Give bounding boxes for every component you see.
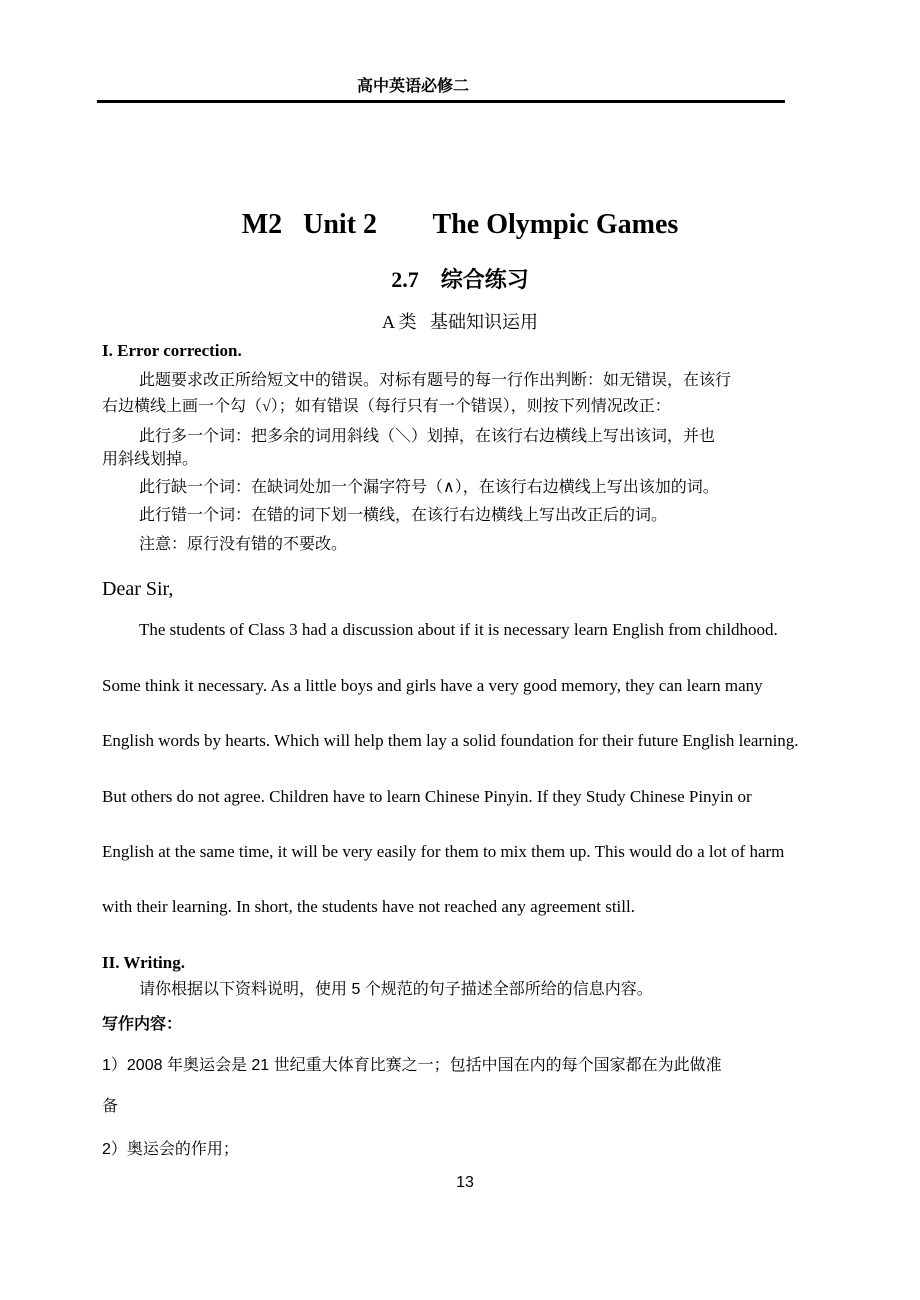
instruction-line: 此行缺一个词：在缺词处加一个漏字符号（∧），在该行右边横线上写出该加的词。 [139, 479, 719, 496]
subsection-title: A 类 基础知识运用 [381, 312, 538, 332]
passage-line: English at the same time, it will be very easily for them to mix them up. This would do a lot of harm [102, 842, 785, 861]
content-item: 2）奥运会的作用； [102, 1141, 239, 1158]
content-item: 备 [102, 1098, 119, 1115]
passage-line: The students of Class 3 had a discussion about if it is necessary learn English from childhood. [139, 620, 778, 639]
page-title: M2 Unit 2 The Olympic Games [241, 209, 679, 240]
writing-instruction: 请你根据以下资料说明，使用 5 个规范的句子描述全部所给的信息内容。 [139, 981, 653, 998]
instruction-line: 注意：原行没有错的不要改。 [139, 536, 348, 553]
section-title: 2.7 综合练习 [391, 267, 529, 292]
instruction-line: 用斜线划掉。 [102, 451, 199, 468]
writing-heading: II. Writing. [102, 953, 185, 972]
instruction-line: 此行错一个词：在错的词下划一横线，在该行右边横线上写出改正后的词。 [139, 507, 668, 524]
passage-line: English words by hearts. Which will help them lay a solid foundation for their future English learning. [102, 731, 799, 750]
passage-line: Some think it necessary. As a little boys and girls have a very good memory, they can learn many [102, 676, 763, 695]
instruction-line: 右边横线上画一个勾（√）；如有错误（每行只有一个错误），则按下列情况改正： [102, 398, 671, 415]
content-item: 1）2008 年奥运会是 21 世纪重大体育比赛之一；包括中国在内的每个国家都在为此做准 [102, 1057, 722, 1074]
running-header: 高中英语必修二 [356, 78, 469, 95]
passage-line: But others do not agree. Children have to learn Chinese Pinyin. If they Study Chinese Pinyin or [102, 787, 752, 806]
instruction-line: 此行多一个词：把多余的词用斜线（＼）划掉，在该行右边横线上写出该词，并也 [139, 428, 716, 445]
passage-line: with their learning. In short, the students have not reached any agreement still. [102, 897, 635, 916]
salutation: Dear Sir, [102, 578, 174, 600]
content-label: 写作内容： [102, 1016, 183, 1033]
instruction-line: 此题要求改正所给短文中的错误。对标有题号的每一行作出判断：如无错误，在该行 [139, 372, 732, 389]
error-correction-heading: I. Error correction. [102, 341, 242, 360]
header-rule [97, 100, 785, 103]
page-number: 13 [456, 1174, 474, 1191]
